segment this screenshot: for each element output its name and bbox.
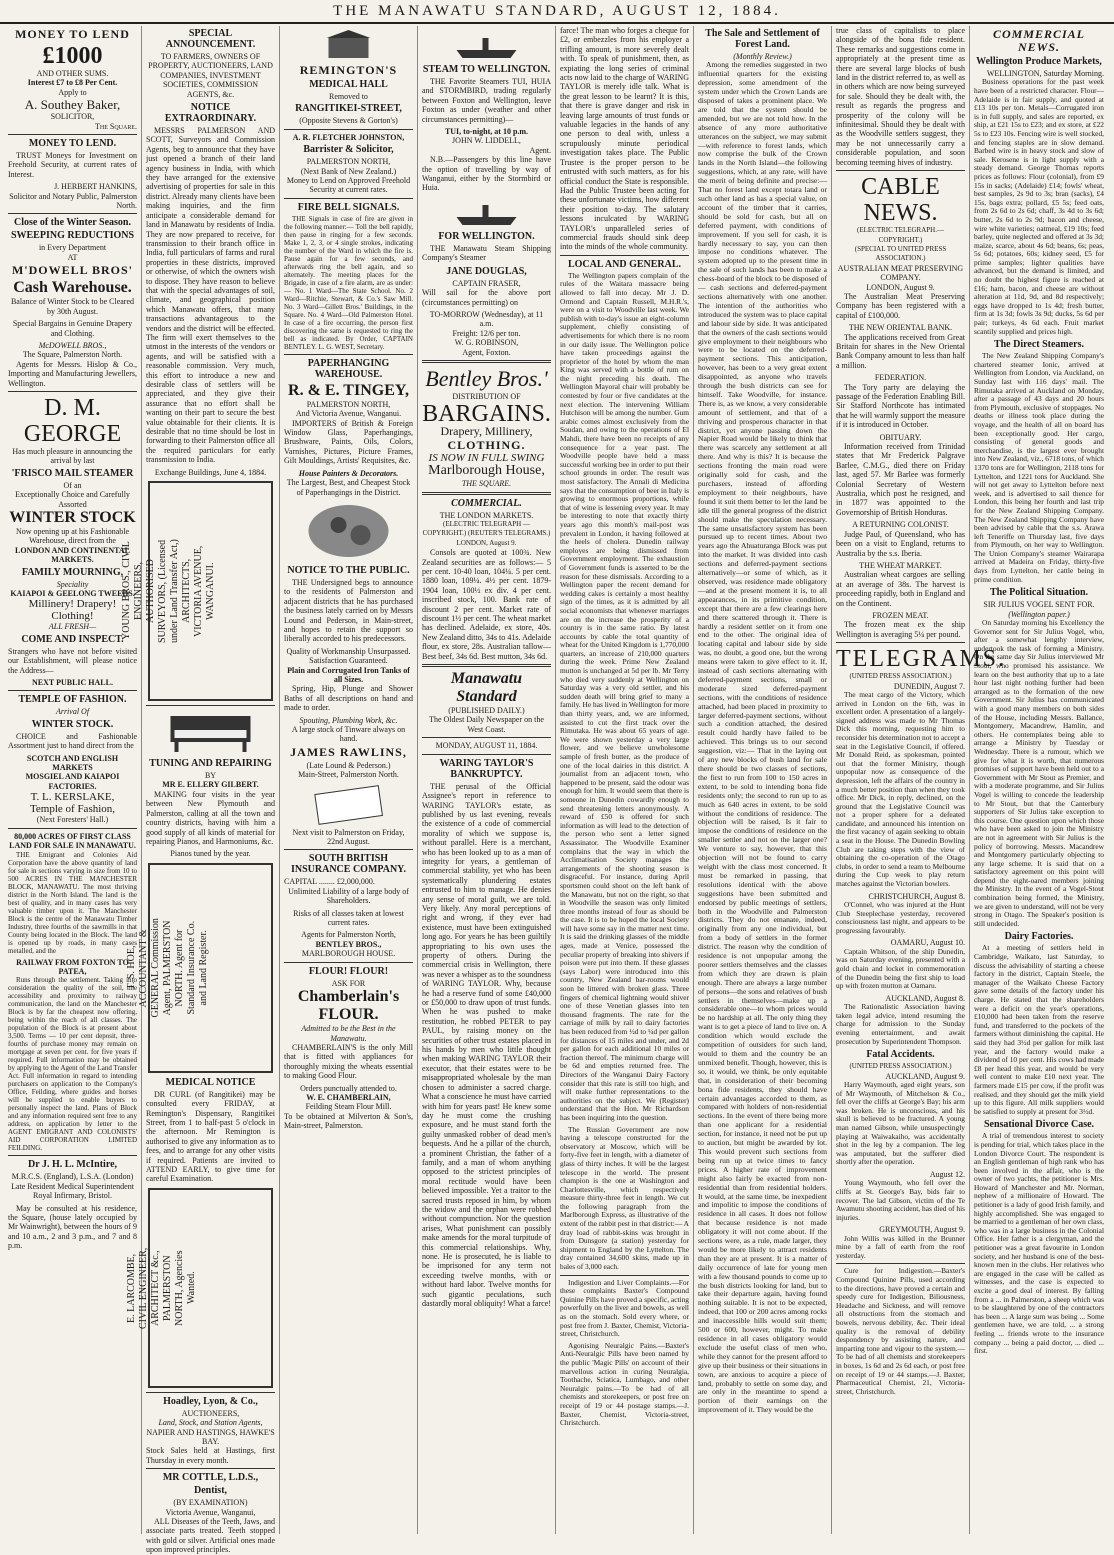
foresters: (Next Foresters' Hall.) [36,815,109,825]
intro: true class of capitalists to place alongside of the bona fide resident. These remarks and suggestions come in appropriately at the present time as there are several large blocks of bush land in the district referred to, as well as in others which are now being surveyed for sale. Should they be dealt with, the result as regards the progress and prosperity of the colony will be infinitesimal. Should they be dealt with as the Woodville settlers suggest, they may be not unnecessarily carry a considerable population, and soon becoming teeming hives of industry. [836,26,965,167]
notice-text: THE Undersigned begs to announce to the residents of Palmerston and adjacent districts that he has purchased the business lately carried on by Messrs Lound and Pederson, in Main-street, and hopes to retain the support so liberally accorded to his predecessors. [284,577,413,644]
federation: FEDERATION. [874,373,927,383]
aug12: August 12. [929,1169,965,1179]
cable-news: CABLE NEWS. [861,174,940,227]
markets: LONDON AND CONTINENTAL MARKETS. [15,545,130,565]
importers: IMPORTERS of British & Foreign Window Glass, Paperhangings, Brushware, Paints, Oils, Colors, Varnishes, Pictures, Picture Frames, Gilt Mouldings, Artists' Requisites, &c. [284,418,413,466]
mourning: FAMILY MOURNING, [21,566,124,578]
scotch: SCOTCH AND ENGLISH MARKETS [26,753,119,773]
medical-notice: MEDICAL NOTICE [165,1076,256,1088]
obtained: To be obtained at Milverton & Son's, Main-street, Palmerston. [284,1111,413,1131]
direct: The Direct Steamers. [993,339,1085,351]
mcintire-late: Late Resident Medical Superintendent Royal Infirmary, Bristol. [11,1181,134,1201]
rawlins-addr: Main-Street, Palmerston North. [298,770,399,780]
distribution: DISTRIBUTION OF [452,391,521,401]
announcing: Has much pleasure in announcing the arrival by last [12,446,133,466]
fatal: Fatal Accidents. [866,1049,935,1061]
specialty: Speciality [56,579,89,589]
auckland-text: The Rationalistic Association having taken legal advice, intend resuming the charge for admission to the Sunday evening entertainment, and await prosecution by Superintendent Thompson. [836,1002,965,1046]
money-amount: £1000 [42,43,103,69]
oamaru-text: Captain Whitson, of the ship Dunedin, was on Saturday evening, presented with a gold chain and locket in commemoration of the Dunedin being the first ship to load up with frozen mutton at Oamaru. [836,946,965,991]
hankins-sub: Solicitor and Notary Public, Palmerston North. [9,191,137,211]
opening: Now opening up at his Fashionable Warehouse, direct from the [15,526,130,546]
next-hall: NEXT PUBLIC HALL. [32,678,113,688]
dentist: Dentist, [193,1485,228,1497]
sweeping: SWEEPING REDUCTIONS [10,230,135,242]
every-dept: in Every Department [38,243,107,253]
money2-title: MONEY TO LEND. [28,138,117,150]
russian: The Russian Government are now having a telescope constructed for the observatory at Moscow, which will be forty-five feet in length, with a diameter of glass of thirty inches. It will be the largest telescope in the world. The present champion is the one at Washington and Charlottesville, which respectively measure thirty-three feet in length. We cut the following paragraph from the Marlborough Express, as illustrative of the extent of the rabbit pest in that district:— A dray load of rabbit-skins was brought in from Dunsgore (a station) yesterday for shipment to England by the Lyttelton. The dray contained 34,600 skins, made up in bales of 3,000 each. [560,1124,689,1272]
column-5 [556,26,694,1534]
admitted: Admitted to be the Best in the Manawatu. [301,1024,396,1043]
flourbig: FLOUR. [318,1006,379,1024]
chch-text: O'Connel, who was injured at the Hunt Club Steeplechase yesterday, recovered consciousness last night, and appears to be progressing favourably. [836,900,965,935]
fresh: ALL FRESH— [48,622,97,632]
produce: Wellington Produce Markets, [976,56,1102,67]
temple2: Temple of Fashion, [29,803,116,816]
larcombe-ad [125,1188,273,1388]
divorce-text: A trial of tremendous interest to society is pending for trial, which takes place in the London Divorce Court. The respondent is an English gentleman of high rank who has been involved in the affair, who is the owner of two yachts, the petitioner is Mrs. Howard of Manchester and Mr. Norman, nephew of a millionaire of Howard. The petitioner is a lady of good Irish family, and highly accomplished. She was engaged to be married to a gentleman of her own class, who was in a large business in the Colonial Office. Her father is a clergyman, and the petitioner was a great favourite in London society, and her husband is one of the best-known men in the clubs. Her relatives who are engaged in the case will be called as witnesses, and the case is expected to excite a good deal of interest. By falling from a ... in Palmerston, a sheep which was to be slaughtered by one of the contractors has been ... A large sum was being ... Some gentlemen have, we are told, ... a strong feeling ... friends wrote to the insurance company ... being a paid doctor, ... died ... first. [974,1131,1104,1356]
steam: STEAM TO WELLINGTON. [422,64,551,75]
removed: Removed to [329,92,368,101]
fire-text: THE Signals in case of fire are given in the following manner:— Toll the bell rapidly, then pause in ringing for a few seconds. Make 1, 2, 3, or 4 single strokes, indicating the number of the Ward in which the fire is. Pause again for a few seconds, and afterwards ring the bell again, and so alternately. The meeting places for the Brigade, in case of a fire alarm, are as under:— No. 1 Ward—The State School. No. 2 Ward—Ritchie, Stewart, & Co.'s Saw Mill. No. 3 Ward—Gillett Bros.' Buildings, in the Square. No. 4 Ward—Old Palmerston Hotel. In case of a fire occurring, the person first discovering the same is requested to ring the bell as indicated. By Order, CAPTAIN BENTLEY. L. G. WEST, Secretary. [284,214,413,351]
larcombe-text: E. LARCOMBE, CIVIL ENGINEER, ARCHITECT &c., PALMERSTON NORTH, Agencies Wanted. [125,1247,197,1329]
mcintire-sub: M.R.C.S. (England), L.S.A. (London) [11,1172,134,1182]
cottle-text: ALL Diseases of the Teeth, Jaws, and associate parts treated. Teeth stopped with gold or silver. Artificial ones made upon improved principles. [146,1517,275,1555]
hoadley: Hoadley, Lyon, & Co., [163,1395,258,1407]
building-icon [294,30,403,60]
obituary: OBITUARY. [879,432,922,442]
money-sub: AND OTHER SUMS. [36,69,109,78]
steam-text: THE Favorite Steamers TUI, HUIA and STORMBIRD, trading regularly between Foxton and Wellington, leave Foxton as under (weather and other circumstances permitting)— [422,77,551,124]
tel-text: The meat cargo of the Victory, which arrived in London on the 6th, was in excellent order. A presentation of a largely-signed address was made to Mr Thomas Dick this morning, requesting him to reconsider his determination not to accept a seat in the Legislative Council, if offered. Mr Donald Reid, as spokesman, pointed out that the former Ministry, though unpopular now as consequence of the depression, left the affairs of the country in a much better position than when they took office. Mr Dick, in reply, declined, on the ground that the Legislative Council was not a proper sphere for a defeated candidate, and announced his intention on the first vacancy of again seeking to obtain a seat in the House. The Dunedin Bowling Club are taking steps with the view of obtaining the co-operation of the Otago clubs, in order to send a team to Melbourne during the Cup week to play return matches against the Victorian bowlers. [836,689,965,889]
divorce: Sensational Divorce Case. [983,1119,1095,1131]
liddell: JOHN W. LIDDELL, [452,136,521,146]
column-4 [418,26,556,1534]
apply: Apply to [58,87,87,97]
palmerson-text: MESSRS PALMERSON AND SCOTT, Surveyors and Commission Agents, beg to announce that they have just opened a branch of their land agency business in India, with which they have arranged for the extensive advertising of properties for sale in this district. Already many clients have been making inquiries, and the firm anticipate a considerable demand for land in Manawatu by residents of India. They are now prepared to receive, for transmission to their branch office in India, full particulars of farms and rural properties in these districts, improved or otherwise, of which the owners wish to dispose. They have reason to believe that with the special advantages of soil, climate, and geographical position which Manawatu offers, that many transactions advantageous to the vendors and the district will be effected. The firm will exert themselves to the utmost in the interests of the vendors or agents, and will be satisfied with a reasonable commission. Very much, this effort to introduce a new and desirable class of settlers will be appreciated, and they give their assurance that no effort shall be wanting on their part to secure the best value obtainable for their clients. It is desirable that no time should be lost in forwarding to their Palmerston office all the required particulars for early transmission to India. [146,126,275,465]
column-7 [832,26,1006,1534]
nb: N.B.—Passengers by this line have the option of travelling by way of Wanganui, either by the Stormbird or Huia. [422,155,551,193]
auckland: AUCKLAND, August 8. [885,993,965,1003]
frozen-text: The frozen meat ex the ship Wellington is averaging 5¼ per pound. [836,620,965,639]
by: BY [204,771,217,781]
waring-cont: farce! The man who forges a cheque for £2, or embezzles from his employer a trifling amount, is more severely dealt with. To speak of punishment, then, as expiating the long series of criminal acts now laid to the charge of WARING TAYLOR is merely idle talk. What is the great lesson to be learnt? It is this, that there is grave danger and risk in leaving large amounts of trust funds or valuable legacies in the hands of any one person to deal with, unless a scrupulously minute periodical investigation takes place. The Public Trustee is the proper person to be entrusted with such matters, as for his official conduct the State is responsible. Had the Public Trustee been acting for these unfortunate victims, how different their position to-day. The salutary lessons inculcated by WARING TAYLOR's unparalleled series of commercial frauds should sink deep into the minds of the whole community. [560,26,689,252]
factories-text: At a meeting of settlers held in Cambridge, Waikato, last Saturday, to discuss the advisability of starting a cheese factory in the district, Captain Steele, the manager of the Waikato Cheese Factory gave some details of the factory under his charge. He stated that the shareholders were a deficit on the year's operations, £10,000 had been taken from the reserve fund, and transferred to the pockets of the farmers without diminishing the capital. He said they had 3½d per gallon for milk last year, and the factory would make a dividend of 10 per cent. His cows had made £8 per head this year, and would be very well content to make £10 next year. The farmers made £15 per cow, if the profit was realised, and they should get the milk yield up to this figure. All milk suppliers would be satisfied to supply at present for 3½d. [974,943,1104,1116]
mosgiel: MOSGIEL AND KAIAPOI FACTORIES. [25,772,120,791]
oldest: The Oldest Daily Newspaper on the West Coast. [429,715,544,734]
askfor: ASK FOR [331,978,366,988]
political-text: On Saturday morning his Excellency the Governor sent for Sir Julius Vogel, who, after a somewhat lengthy interview, undertook the task of forming a Ministry. On the same day Sir Julius interviewed Mr Stout, who promised his assistance. We learn on the best authority that up to a late hour last night nothing further had been arranged as to the formation of the new Government. Sir Julius has communicated with a good many members on both sides of the House, including Messrs. Ballance, Montgomery, Macandrew, Hamlin, and others. He contemplates being able to arrange a Ministry by Tuesday or Wednesday. There is a rumour, which we give for what it is worth, that numerous promises of support have been held out to a Government with Mr Stout as Premier, and with a moderate programme, and Sir Julius Vogel is willing to concede the leadership to Mr Stout, but that the Canterbury supporters of Sir Julius take exception to this course. One question upon which those who have been asked to join the Ministry are not in agreement with Sir Julius is the policy of borrowing. Messrs. Macandrew and Montgomery particularly objecting to any large scheme. It is said that on a satisfactory agreement on this point will depend the eight-oared members joining the Ministry. In the event of a Vogel-Stout combination being formed, the Ministry, we are given to understand, will not be very strong in Otago. The Speaker's position is still undecided. [974,618,1104,928]
land-stock: Land, Stock, and Station Agents, [158,1418,263,1428]
george: D. M. GEORGE [23,394,122,447]
newspaper-page [4,26,1110,1555]
agents: Agents for Palmerston North, [301,930,396,940]
returning: A RETURNING COLONIST. [852,520,949,530]
clothing: CLOTHING. [447,437,526,452]
forest-text: Among the remedies suggested in two influential quarters for the existing depression, some amendment of the system under which the Crown Lands are disposed of takes a prominent place. We are told that the system should be amended, but we are not told how. In the absence of any more authoritative utterances on the subject, we may submit—with reference to forest lands, which now comprise the bulk of the Crown lands in the North Island—the following suggestions, which, at any rate, will have the merit of being definite and precise:— That no forest land except totara land or such other land as has a special value, on account of the timber that it carries, should be sold for cash, but all on deferred payment, with conditions of improvement. If you sell for cash, it is hardly necessary to say, you can then impose no conditions whatever. The system adopted up to the present time in the sale of such lands has been to make a chess-board of the block to be disposed of — cash sections and deferred-payment sections alternatively with one another. The intention of the authorities who introduced the system was to place capital and labour side by side. It was anticipated that the owners of the cash sections would give employment to their neighbours who were to be located on the deferred-payment sections. This anticipation, however, has been to a very great extent disappointed, as anyone who travels through the bush districts can see for himself. Take Woodville, for instance. There is, as we know, a very considerable amount of settlement, and that of a thriving and prosperous character in that district, yet anyone passing down the Napier Road would be likely to think that there was scarcely any settlement at all there. And why is this? It is because the sections fronting the main road were originally sold for cash, and the purchasers, instead of affording employment to their neighbours, have found it suit them better to let the land be idle till the general progress of the district should make the speculation necessary. The same unsatisfactory system has been pursued up to recent times. About two years ago the Ahuaturanga Block was put into the market. It was divided into cash sections and deferred-payment sections alternatively—or some of which, as it observed, was residence made obligatory—and at the present moment it is, to all appearances, in its primitive condition, except that there are a few clearings here and there scattered through it. There is hardly a resident settler on it from one end to the other. The original idea of locating capital and labour side by side was, no doubt, a good one, but the wrong means were taken to give effect to it. If, instead of cash sections alternating with deferred-payment sections, small or moderate sized deferred-payment sections, with the conditions of residence attached, had been placed in proximity to larger deferred-payment sections, without such a condition attached, the desired result could hardly have failed to be achieved. This brings us to our second suggestion, viz:— That in the laying out of any new blocks of bush land for sale there should be two classes of sections, the first to run from 100 to 150 acres in extent, to be sold to intending bona fide residents only; the second to run up to as much as 640 acres in extent, to be sold without the conditions of residence. The objection will be raised, Is it fair to impose the conditions of residence on the smaller settler and not on the larger one? We venture to say, however, that this objection will not be found to carry weight with the class most concerned. It must be remarked in passing, that resolutions identical with the above suggestions have been submitted and endorsed by public meetings of settlers, both in the Woodville and Palmerston districts. They do not emanate, indeed, originally from any one individual, but from a body of settlers in the former district. The reason why the condition of residence is not unpopular among the poorer settlers themselves and the classes from which they are drawn is plain enough. There are always a large number of persons—the sons and relatives of bush settlers in themselves—make up a considerable one—to whom prices would be no hardship at all. The only thing they want is to get a piece of land to live on. A condition which would exclude the competition of outsiders for such land, would to them and the country be an unmixed benefit. Though, however, this is so, it would, we think, be only equitable that, in consideration of their becoming bona fide residents, they should have certain advantages accorded to them, as compared with holders of non-residential sections. In the event of there being more than one applicant for a residential section, for instance, it need not be put up to auction, but might be awarded by lot. This would prevent such sections from being run up at twice times to fancy prices. A higher rate of improvement might also fairly be exacted from non-residential than from residential holders. It would, at the same time, be inexpedient and impolitic to impose the conditions of residence in all cases. It does not follow that because residence is not made obligatory it will not come about. If the sections were, as a rule, made larger, they would be more likely to attract residents than they are at present. It is a matter of daily occurrence of late for young men with a few thousand pounds to come up to the bush districts looking for land, but to take their departure again, having found nothing suitable. It is not to be expected, indeed, that 100 or 200 acres among rocks and inaccessible hills would suit them; 500 or 600, however, might. To make residence in all cases obligatory would exclude the useful class of men who, while they cannot for the present afford to give up their business or their situations in town, are anxious to acquire a piece of land, probably to settle on some day, and are only in the meantime to spend a portion of their earnings on the improvement of it. They would be the [698,60,827,1415]
direct-text: The New Zealand Shipping Company's chartered steamer Ionic, arrived at Wellington from London, via Auckland, on Sunday last with 116 days' mail. The Rimutaka arrived at Auckland on Monday, after a passage of 43 days and 20 hours from Plymouth, exclusive of stoppages. No deaths or illness took place during the voyage, and the health of all on board has been exceptionally good. Her cargo, consisting of general goods and merchandise, is the largest ever brought into New Zealand, viz., 6718 tons, of which 1370 tons are for Wellington, 2118 tons for Lyttelton, and 1221 tons for Auckland. She will not get away to Lyttelton before next week, and is advertised to sail thence for London, this being her fourth and last trip for the New Zealand Shipping Company. The New Zealand Shipping Company have been advised by cable that the s.s. Arawa left Teneriffe on Thursday last, five days from Plymouth, on her way to Wellington. The Union Company's steamer Wairarapa arrived at Madeira on Friday, thirty-five days from Lyttelton, her cattle being in prime condition. [974,351,1104,584]
oriental: THE NEW ORIENTAL BANK. [848,323,953,333]
christchurch: CHRISTCHURCH, August 8. [868,891,965,901]
special: (SPECIAL TO UNITED PRESS ASSOCIATION.) [854,244,947,263]
risks: Risks of all classes taken at lowest current rates. [293,908,404,928]
fire: FIRE BELL SIGNALS. [297,201,400,213]
swing: IS NOW IN FULL SWING [428,451,545,464]
cable: (ELECTRIC TELEGRAPH — COPYRIGHT.) (REUTER'S TELEGRAMS.) LONDON, August 9. [422,519,551,547]
satisfaction: Satisfaction Guaranteed. [309,656,388,666]
commercial: COMMERCIAL. [451,497,522,509]
ornament-illustration [294,501,403,561]
special-announcement: SPECIAL ANNOUNCEMENT. [165,28,256,50]
winter-stock2: WINTER STOCK. [31,718,114,730]
agents: Agents for Messrs. Hislop & Co., Importing and Manufacturing Jewellers, Wellington. [8,359,137,388]
mcintire: Dr J. H. L. McIntire, [27,1159,118,1171]
frozen: FROZEN MEAT. [872,610,929,620]
markets-text: Consols are quoted at 100¾. New Zealand securities are as follows:— 5 per cent. 10-40 loan, 104¼. 5 per cent. 1880 loan, 109¼. 4½ per cent. 1879-1904 loan, 100½ ex div. 4 per cent. inscribed stock, 100. Bank rate of discount 2 per cent. Market rate of discount 1½ per cent. The wheat market has declined. Adelaide, ex store, 40s. New Zealand ditto, 34s to 41s. Adelaide flour, ex store, 28s. Australian tallow— Best beef, 34s 6d. Best mutton, 34s 6d. [422,548,551,661]
column-8 [970,26,1108,1534]
manawatu-steam: THE Manawatu Steam Shipping Company's Steamer [422,243,551,263]
auctioneers: AUCTIONEERS, [181,1408,240,1418]
piano-illustration [156,710,265,754]
drapery: Drapery, Millinery, [440,424,533,439]
arrival: Arrival Of [55,707,90,717]
wheat-text: Australian wheat cargoes are selling at an average of 38s. The harvest is proceeding rapidly, both in England and on the Continent. [836,570,965,608]
captain: CAPTAIN FRASER, [452,278,521,288]
johnston: A. R. FLETCHER JOHNSTON, [292,132,405,142]
young-bros-ad [120,481,273,701]
frisco: 'FRISCO MAIL STEAMER [11,467,134,479]
nextvisit: Next visit to Palmerston on Friday, 22nd August. [292,827,405,847]
sale: The Sale and Settlement of Forest Land. [705,28,820,50]
millinery: Millinery! Drapery! Clothing! [28,598,117,623]
money: Money to Lend on Approved Freehold Security at current rates. [286,176,411,195]
remington: REMINGTON'S [299,63,398,77]
masthead: THE MANAWATU STANDARD, AUGUST 12, 1884. [0,0,1114,24]
piano-icon [156,710,265,754]
railway: RAILWAY FROM FOXTON TO PATEA, [16,957,129,976]
london: LONDON, August 9. [866,282,935,292]
obituary-text: Information received from Trinidad states that Mr Frederick Palgrave Barlee, C.M.G., died there on Friday last, aged 57. Mr Barlee was formerly Colonial Secretary of Western Australia, which post he resigned, and in 1877 was appointed to the Governorship of British Honduras. [836,442,965,517]
young-bros-text: YOUNG BROS., CIVIL ENGINEERS, AUTHORISED SURVEYORS, (Licensed under Land Transfer Act,) ARCHITECTS, VICTORIA AVENUE, WANGANUI. [120,539,216,643]
medhall: MEDICAL HALL [309,79,388,90]
close-season: Close of the Winter Season. [14,217,131,229]
opposite: (Opposite Stevens & Gorton's) [299,116,398,126]
oamaru: OAMARU, August 10. [890,938,965,948]
interest: Interest £7 to £8 Per Cent. [27,78,118,88]
hankins: J. HERBERT HANKINS, [54,182,137,192]
rawlins-sub: (Late Lound & Pederson.) [306,760,391,770]
robinson-sub: Agent, Foxton. [462,347,511,357]
strangers: Strangers who have not before visited our Establishment, will please notice the Address— [8,646,137,675]
railway-text: Runs through the settlement. Taking into consideration the quality of the soil, the accessibility and proximity to railway communication, the land on the Manchester Block is by far the cheapest now offering, being within the reach of all classes. The population of the Block is at present about 3,500. Terms — 10 per cent deposit, three-fourths of purchase money may remain on mortgage at seven per cent. for five years if required. Full information may be obtained by applying to the Agent of the Land Transfer Act. Full information in regard to intending purchasers on application to the Company's Office, Feilding, where guides and horses will be supplied to enable buyers to personally inspect the land. Plans of Block and any information required sent free to any address, on application by letter to the AGENT EMIGRANT AND COLONISTS' AID CORPORATION LIMITED FEILDING. [8,976,137,1153]
mdowell2-sub: The Square, Palmerston North. [22,350,123,360]
dentist-sub: (BY EXAMINATION) [173,1498,248,1508]
neuralgic: Agonising Neuralgic Pains.—Baxter's Anti-Neuralgic Pills have been named by the public 'Magic Pills' on account of their marvellous action in curing Neuralgia, Toothache, Sciatica, Lumbago, and other Neuralgic pains.—To be had of all chemists and storekeepers, or post free on receipt of 19 or 44 postage stamps.—J. Baxter, Chemist, Victoria-street, Christchurch. [560,1340,689,1428]
balance: Balance of Winter Stock to be Cleared by 30th August. [10,297,135,316]
wp: (Wellington paper.) [1008,609,1070,619]
telegrams: TELEGRAMS. [836,646,1006,673]
bentley: Bentley Bros.' [425,365,548,391]
rangitikei: RANGITIKEI-STREET, [295,103,402,115]
mill-text: CHAMBERLAIN'S is the only Mill that is fitted with appliances for thoroughly mixing the wheats essential to making Good Flour. [284,1042,413,1081]
remington-illustration [294,30,403,60]
capital: CAPITAL ........ £2,000,000. [284,877,375,887]
southbritish: SOUTH BRITISH INSURANCE COMPANY. [290,853,406,876]
published: (PUBLISHED DAILY.) [448,706,525,716]
political: The Political Situation. [989,587,1089,599]
paperhanging: PAPERHANGING WAREHOUSE. [307,357,390,380]
feilding: Feilding Steam Flour Mill. [305,1102,392,1112]
tingey-sub: PALMERSTON NORTH, [306,399,391,409]
card-illustration [294,784,403,824]
ofan: Of an [63,480,82,490]
curl-text: DR CURL (of Rangitikei) may be consulted every FRIDAY, at Remington's Dispensary, Rangitikei Street, from 1 to half-past 5 o'clock in the afternoon. Mr Remington is authorised to give any information as to fees, and to arrange for any other visits if required. Patients are invited to ATTEND EARLY, to give time for careful Examination. [146,1089,275,1184]
london: THE LONDON MARKETS. [439,510,534,520]
hoe-text: T. S. HOE, ACCOUNTANT & GENERAL Commission Agent, PALMERSTON NORTH. Agent for Standard Insurance Co. and Land Register. [125,918,209,1018]
spouting2: Spouting, Plumbing Work, &c. [299,715,398,725]
greymouth: GREYMOUTH, August 9. [879,1225,965,1235]
standard: Manawatu Standard [450,670,523,706]
column-1 [4,26,142,1534]
steamer2-illustration [432,197,541,227]
tomorrow: TO-MORROW (Wednesday), at 11 a.m. [429,309,544,329]
temple: TEMPLE OF FASHION. [18,694,127,706]
wellington: WELLINGTON, Saturday Morning. [986,69,1104,78]
tui: TUI, to-night, at 10 p.m. [444,127,529,137]
tuned: Pianos tuned by the year. [170,849,251,859]
trust-text: TRUST Moneys for Investment on Freehold Security, at current rates of Interest. [8,151,137,179]
robinson: W. G. ROBINSON, [454,338,519,348]
cure: Cure for Indigestion.—Baxter's Compound Quinine Pills, used according to the directions, have proved a certain and speedy cure for Indigestion, Biliousness, Headache and Sickness, and will remove all obstructions from the stomach and bowels, nervous debility, &c. Their ideal quality is the removal of debility despondency by assisting nature, and imparting tone and vigour to the system.—To be had of all chemists and storekeepers in boxes, 1s 6d and 2s 6d each, or post free on receipt of 19 or 44 stamps.—J. Baxter, Pharmaceutical Chemist, 21, Victoria-street, Christchurch. [836,1266,965,1396]
waring-text: THE perusal of the Official Assignee's report in reference to WARING TAYLOR's estate, as published by us last evening, reveals the existence of a code of commercial morality of which we suppose is, without parallel. Here is a merchant, who has been looked up to as a man of integrity for years, a gentleman of commercial stability, yet who has been systematically plundering estates entrusted to him to manage. He denies any sense of moral guilt, we are told. Very likely. Any moral perceptions of right and wrong, if they ever had existence, must have been extinguished long ago. For years he has been guiltily appropriating to his own uses the property of others. During the commercial crisis in Wellington, there was never a whisper as to the soundness of WARING TAYLOR. Why, because he had a reserve fund of some £40,000 or £50,000 to draw upon of trust funds. When he was pushed to make restitution, he robbed PETER to pay PAUL, by raising money on the securities of other trust estates placed in his hands by men who little thought when making WARING TAYLOR their executor, that their estates were to be misappropriated wholesale by the man chosen to administer a sacred charge. What a conscience he must have carried with him for years past! He knew some day he must come the crushing exposure, and he must stand forth the guilty unmasked robber of dead men's bequests. And he a pillar of the church, a prominent Christian, the father of a family, and a man of whom anything opposed to the strictest principles of moral rectitude would have been believed impossible. Yet a traitor to the sacred trusts reposed in him, by whom the widow and the orphan were robbed without compunction. Nor the question arises, What punishment can possibly make amends for the moral turpitude of this commercial relationships. Why, none. He is prosecuted, he is liable to be imprisoned for any term not exceeding twelve months, with or without hard labor. Twelve months for such gigantic peculations, such dastardly moral obliquity! What a farce! [422,781,551,1309]
jane: JANE DOUGLAS, [446,265,527,277]
orders: Orders punctually attended to. [300,1083,397,1093]
commercial-news: COMMERCIAL NEWS. [992,27,1086,54]
money-title: MONEY TO LEND [15,27,130,41]
square: THE SQUARE. [461,479,512,489]
exchange: Exchange Buildings, June 4, 1884. [154,467,267,477]
to-farmers: TO FARMERS, OWNERS OF PROPERTY, AUCTIONEERS, LAND COMPANIES, INVESTMENT SOCIETIES, COMMISSION AGENTS, &c. [148,52,273,99]
plain: Plain and Corrugated Iron Tanks of all Sizes. [287,665,410,684]
card-icon [294,784,403,824]
fatal-upa: (UNITED PRESS ASSOCIATION.) [849,1062,952,1071]
date: MONDAY, AUGUST 11, 1884. [435,741,538,751]
winter-stock: WINTER STOCK [9,508,136,526]
solicitor: SOLICITOR, [50,112,95,122]
federation-text: The Tory party are delaying the passage of the Federation Enabling Bill. Sir Stafford Northcote has intimated that he will warmly support the measure if it is introduced in October. [836,382,965,430]
marlborough: Marlborough House, [428,463,545,479]
rawlins: JAMES RAWLINS, [290,744,407,759]
come: COME AND INSPECT. [21,633,124,645]
freight: Freight: 12/6 per ton. [452,328,521,338]
square: The Square. [95,121,137,131]
cottle: MR COTTLE, L.D.S., [162,1472,259,1484]
mdowell2: McDOWELL BROS., [38,340,107,350]
nextbank: (Next Bank of New Zealand.) [300,166,397,176]
local: LOCAL AND GENERAL. [567,258,682,270]
aug12-text: Young Waymouth, who fell over the cliffs at St. George's Bay, bids fair to recover. The lad Gibson, victim of the Te Awamutu shooting accident, has died of his injuries. [836,1178,965,1222]
steamer-illustration [432,30,541,60]
forwell: FOR WELLINGTON. [438,230,535,242]
acres: 80,000 ACRES OF FIRST CLASS LAND FOR SALE IN MANAWATU. [9,831,136,851]
monthly: (Monthly Review.) [733,52,792,61]
agent: Agent. [529,145,551,155]
wechamberlain: W. E. CHAMBERLAIN, [306,1092,391,1102]
quality: Quality of Workmanship Unsurpassed. [286,646,411,656]
greymouth-text: John Willis was killed in the Brunner mine by a fall of earth from the roof yesterday. [836,1233,965,1260]
special-bargains: Special Bargains in Genuine Drapery and Clothing. [12,319,133,338]
marlborough: MARLBOROUGH HOUSE. [301,949,396,959]
upa: (UNITED PRESS ASSOCIATION.) [849,672,952,681]
victoria: Victoria Avenue, Wanganui, [165,1507,256,1517]
ship-icon [432,197,541,227]
vogel: SIR JULIUS VOGEL SENT FOR. [983,600,1095,610]
factories: Dairy Factories. [1004,931,1074,943]
hoe-ad [125,863,273,1073]
tinware: A large stock of Tinware always on hand. [291,725,406,744]
choice: Exceptionally Choice and Carefully Assorted [15,490,130,509]
choice2: CHOICE and Fashionable Assortment just to hand direct from the [8,731,137,751]
tuning-text: MAKING four visits in the year between New Plymouth and Palmerston, calling at all the town and country districts, having with him a good supply of all kinds of material for repairing Pianos, and Harmoniums, &c. [146,789,275,846]
produce-text: Business operations for the past week have been of a restricted character. Flour—Adelaide is in fair supply, and quoted at £13 10s per ton. Metals—Corrugated iron is in full supply, and sales are reported, ex ship, at £21 15s to £23; and ex store, at £22 5s to £23 10s. Fencing wire is well stocked, and fencing staples are in slow demand. Barbed wire is in heavy stock and slow of sale. Kerosene is in light supply with a steady demand. George Thomas reports prices as follows: Flour (colonial), from £9 15s in sacks; (Adelaide) £14; fowls' wheat, best samples, 2s 9d to 3s; bran (sacks), £4 15s, bags extra; pollard, £5 5s; feed oats, from 2s 6d to 2s 6d; chaff, 3s 4d to 3s 6d; butter, 2s 6d to 2s 9d; bacon and cheese, wire white varieties; oatmeal, £19 10s; feed barley, quite neglected and offered at 3s 3d; maize, scarce, about 4s 6d; beans, 6s; peas, 5s 6d; potatoes, 60s; kidney seed, £5 for prime samples; lighter qualities have advanced, but the demand is limited, and no doubt the highest figure is reached at £16; ham, bacon, and cheese are without alteration at 11d, 9d, and 8d respectively; eggs have dropped to 1s 4d; fresh butter, firm at 1s 3d; fowls 3s 9d; ducks, 5s 6d per pair; turkeys, 4s 6d each. Fruit market scantily supplied and prices high. [974,77,1104,336]
tuning: TUNING AND REPAIRING [149,758,272,770]
napier: NAPIER AND HASTINGS, HAWKE'S BAY. [146,1427,275,1446]
local-text: The Wellington papers complain of the rules of the Waitara massacre being allowed to fall into decay. Mr J. D. Ormond and Captain Russell, M.H.R.'s, were on a visit to Woodville last week. We publish with to-day's issue an eight-column supplement, chiefly consisting of advertisements for which there is no room in our daily issue. The Wellington police have taken proceedings against the proprietor of the hotel by whom the man King was served with a bottle of rum on the night preceding his death. The Wellington Mayoral chair will probably be contested by four or five candidates at the next election. The intervening William Hutchison will be among the number. Gum arabic comes almost exclusively from the Soudan, and owing to the operations of El Mahdi, there have been no receipts of any consequence for a year past. The Woodville people have held a mass successful working bee in order to put their school grounds in order. The result was most satisfactory. The Annali di Medicina says that the consumption of beer in Italy is growing to enormous proportions, while that of wine is lessening every year. It may be interesting to note that exactly thirty years ago this month's mail-post was prevalent in London, it having followed at the heels of cholera. Dunedin railway employes are being dismissed from Government employment. The exhaustion of Government funds is asserted to be the reason for these dismissals. According to a Wellington paper the recent demand for wedding cakes is certainly a most healthy sign of the times, as it is admitted by all social economists that whenever marriages are on the increase the prosperity of a country is in the same ratio. By latest accounts by cable the total quantity of wheat for the United Kingdom is 1,770,000 quarters, an increase of 210,000 quarters during the week. Prime New Zealand mutton is unchanged at 5d per lb. Mr Terry who died very suddenly at Wellington on Saturday was a very old settler, and his sudden death will bring grief to many a family. He has lived in Wellington for more than thirty years, and, we are informed, assisted to cut the first track over the Rimutaka. He was about 65 years of age. We were shown yesterday a very large flower, and we believe unwholesome sample of fresh butter, as the produce of one of the local dairies in this district. A journalist from an adjacent town, who happened to be present, said the odour was enough for him. It would seem that there is someone in Dunedin cowardly enough to send threatening letters anonymously. A reward of £50 is offered for such information as will lead to the detection of the person who sent a letter signed Assassinator. The Woodville Examiner complains that the way in which the Acclimatisation Society manages the arrangements of the shooting season is disgraceful. For instance, during April sportsmen could shoot on the left bank of the Manawatu, but not on the right, so that in Woodville the season was only limited three months instead of four as should be the case. It is to be hoped the local Society will have some say in the matter next time. It is said the drinking glasses of the middle ages, made at Venice, possessed the peculiar property of breaking into shivers if poison were put into them. If these glasses (says Labor) were introduced into this country, New Zealand bar-rooms would soon be littered with broken glass. Three fingers of chemical lightning would shiver one of these Venetian glasses into ten thousand fragments. The rate for the carriage of milk by rail to dairy factories has been reduced from ½d to ¼d per gallon for distances of 15 miles and under, and 2d per gallon for each additional 10 miles or fraction thereof. The minimum charge will be 6d and empties returned free. The Directors of the Wanganui Dairy Factory consider that this rate is still too high, and will make further representations to the authorities on the subject. We (Register) understand that the Hon. Mr Richardson has been inquiring into the question. [560,270,689,1122]
fatal-text: Harry Waymouth, aged eight years, son of Mr Waymouth, of Mitchelson & Co., fell over the cliffs at George's Bay; his arm was broken. He is unconscious, and his skull is believed to be fractured. A young man named Gibson, while unsuspectingly playing at Waiwakaiho, was accidentally shot in the leg by a companion. The leg was amputated, but the sufferer died shortly after the operation. [836,1079,965,1167]
dunedin: DUNEDIN, August 7. [893,681,965,691]
largest: The Largest, Best, and Cheapest Stock of Paperhangings in the District. [286,478,411,497]
indigestion: Indigestion and Liver Complaints.—For these complaints Baxter's Compound Quinine Pills have proved a specific, acting powerfully on the liver and bowels, as well as on the stomach. Sold every where, or post free from J. Baxter, Chemist, Victoria-street, Christchurch. [560,1277,689,1339]
cash-warehouse: Cash Warehouse. [13,279,132,297]
kaiapoi: KAIAPOI & GEELONG TWEEDS. [10,589,135,598]
mdowell: M'DOWELL BROS' [11,263,134,278]
willsail: Will sail for the above port (circumstances permitting) on [422,288,551,307]
notice-extraordinary: NOTICE EXTRAORDINARY. [164,102,257,125]
land-text: THE Emigrant and Colonies Aid Corporation have the above quantity of land for sale in sections varying in size from 10 to 500 ACRES IN THE MANCHESTER BLOCK, MANAWATU. The most thriving district in the North Island. The land is the best of quality, and in many cases has very valuable timber upon it. The Manchester Block is the centre of the Manawatu Timber Industry, three fourths of the sawmills in that County being located in the Block. The land is opened up by roads, in many cases metalled, and the [8,850,137,955]
column-3 [280,26,418,1534]
kerslake: T. L. KERSLAKE, [30,791,115,804]
auckland2: AUCKLAND, August 9. [885,1071,965,1081]
palmerston: PALMERSTON NORTH, [306,157,391,167]
chamberlain: Chamberlain's [297,988,400,1006]
gilbert: MR E. ELLERY GILBERT. [162,780,259,790]
oriental-text: The applications received from Great Britain for shares in the New Oriental Bank Company amount to less than half a million. [836,332,965,370]
tingey-addr: And Victoria Avenue, Wanganui. [295,409,402,419]
waring: WARING TAYLOR'S BANKRUPTCY. [439,757,534,780]
mcintire-text: May be consulted at his residence, the Square, (house lately occupied by Mr Wainwright), between the hours of 9 and 10 a.m., 2 and 3 p.m., and 7 and 8 p.m. [8,1203,137,1251]
at: AT [67,252,78,262]
copyright: (ELECTRIC TELEGRAPH.—COPYRIGHT.) [857,226,944,244]
ship-icon [432,30,541,60]
ornament-icon [294,501,403,561]
flour: FLOUR! FLOUR! [308,965,389,977]
bargains: BARGAINS. [422,401,551,428]
meat: AUSTRALIAN MEAT PRESERVING COMPANY. [837,263,964,283]
column-6 [694,26,832,1534]
notice-public: NOTICE TO THE PUBLIC. [287,564,410,576]
returning-text: Judge Paul, of Queensland, who has been on a visit to England, returns to Australia by the s.s. Iberia. [836,529,965,558]
unlimited: Unlimited Liability of a large body of Shareholders. [288,886,409,906]
stock-sales: Stock Sales held at Hastings, first Thursday in every month. [146,1446,275,1465]
tingey: R. & E. TINGEY, [288,381,409,399]
wheat: THE WHEAT MARKET. [859,560,942,570]
house: House Painters & Decorators. [298,468,399,478]
meat-text: The Australian Meat Preserving Company has been registered with a capital of £100,000. [836,291,965,320]
baker: A. Southey Baker, [24,97,121,113]
column-2 [120,26,280,1555]
barrister: Barrister & Solicitor, [303,144,394,156]
spouting: Spring, Hip, Plunge and Shower Baths of all descriptions on hand and made to order. [284,684,413,713]
bentley: BENTLEY BROS., [315,939,382,949]
